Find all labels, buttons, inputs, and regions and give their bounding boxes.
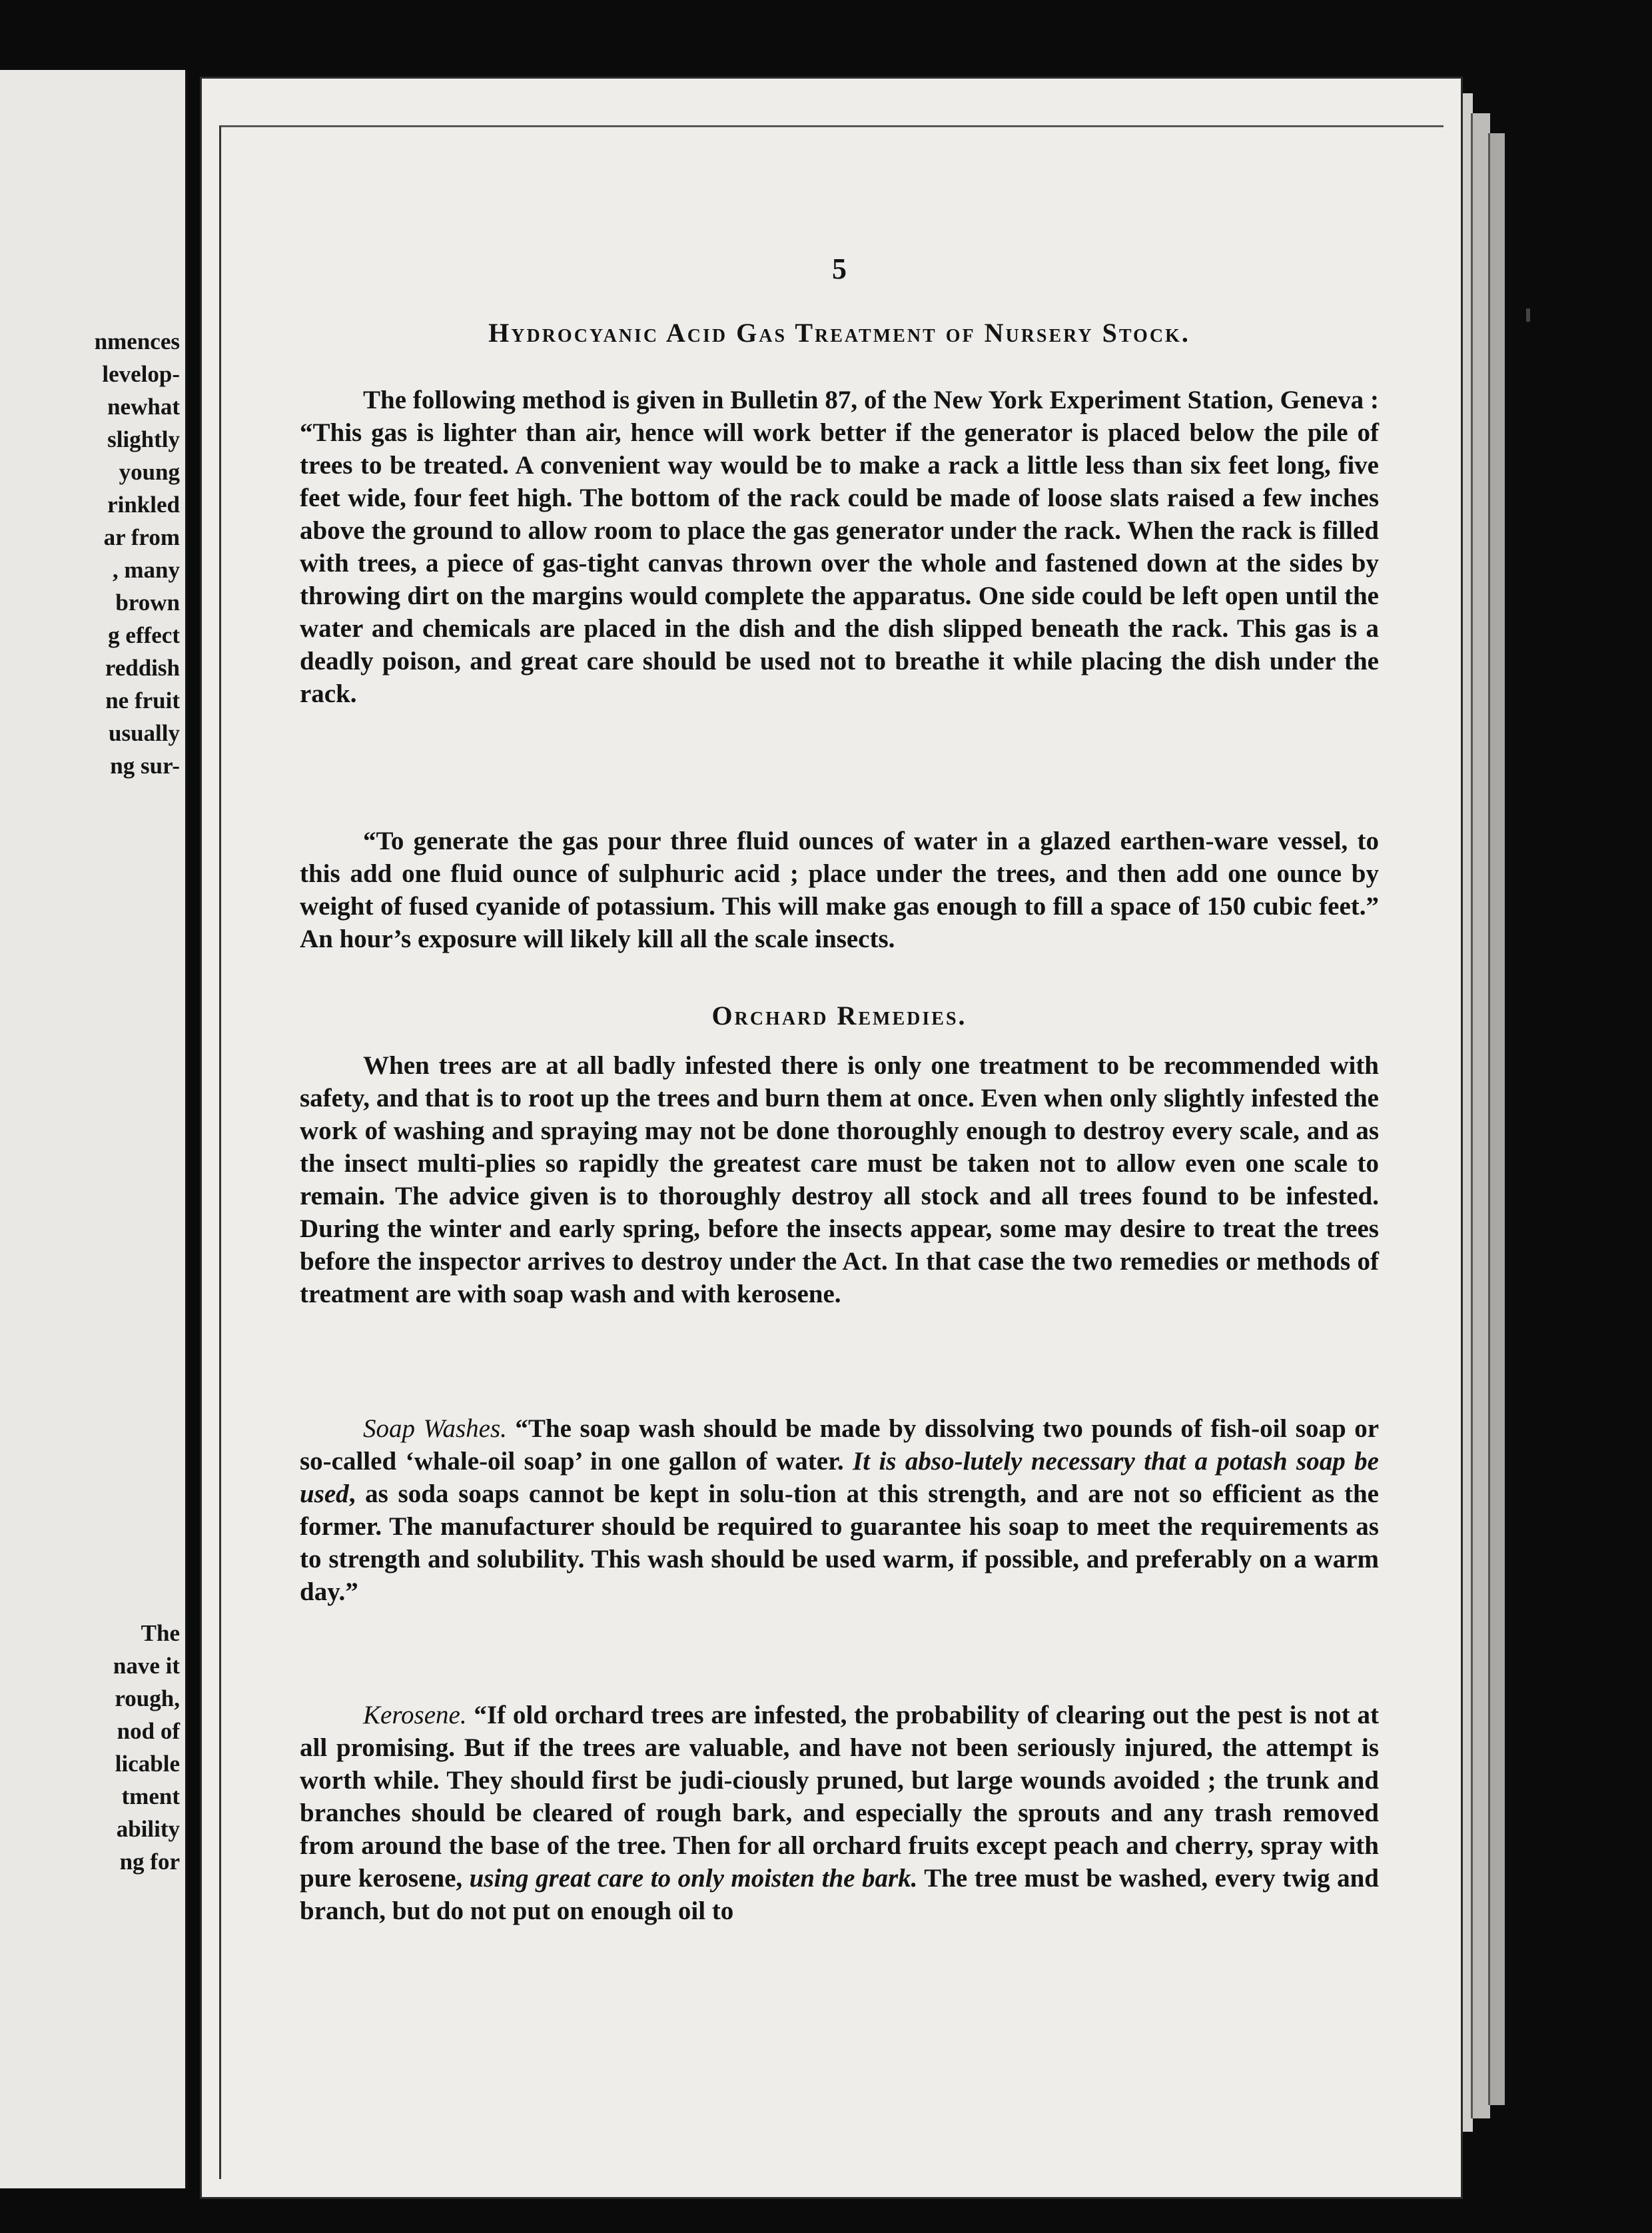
facing-page-line: brown [115,590,180,616]
facing-page-line: young [119,459,180,485]
facing-page-line: ar from [103,524,180,550]
facing-page-line: , many [112,557,180,583]
kerosene-lead: Kerosene. [363,1701,467,1729]
facing-page-line: The [141,1620,180,1646]
kerosene-emphasis: using great care to only moisten the bark. [469,1864,918,1893]
facing-page-line: slightly [107,426,180,452]
ink-mark [1526,308,1530,322]
kerosene-text-b: The tree must be washed, every twig and branch, but do not put on enough oil to [300,1864,1379,1925]
facing-page-line: ng sur- [110,753,180,779]
facing-page-text-top [0,325,180,782]
facing-page-line: rinkled [107,492,180,518]
section-heading-hydrocyanic: Hydrocyanic Acid Gas Treatment of Nursery Stock. [488,318,1190,348]
facing-page-text-bottom [0,1617,180,1878]
facing-page-line: licable [115,1751,180,1777]
facing-page-line: nmences [94,328,180,354]
facing-page-line: tment [121,1783,180,1809]
facing-page-line: nave it [113,1653,180,1679]
facing-page-line: rough, [115,1685,180,1711]
paragraph-gas-method: The following method is given in Bulletin 87, of the New York Experiment Station, Geneva : “This gas is lighter than air, hence will work better if the generator is placed below the pile of trees to be treated. A convenient way would be to make a rack a little less than six feet long, five feet wide, four feet high. The bottom of the rack could be made of loose slats raised a few inches above the ground to allow room to place the gas generator under the rack. When the rack is filled with trees, a piece of gas-tight canvas thrown over the whole and fastened down at the sides by throwing dirt on the margins would complete the apparatus. One side could be left open until the water and chemicals are placed in the dish and the dish slipped beneath the rack. This gas is a deadly poison, and great care should be used not to breathe it while placing the dish under the rack. [300,386,1379,708]
facing-page-line: reddish [105,655,180,681]
paragraph-gas-generation: “To generate the gas pour three fluid ounces of water in a glazed earthen-ware vessel, to this add one fluid ounce of sulphuric acid ; place under the trees, and then add one ounce by weight of fused cyanide of potassium. This will make gas enough to fill a space of 150 cubic feet.” An hour’s exposure will likely kill all the scale insects. [300,827,1379,953]
paragraph-soap-washes [300,1412,1379,1608]
facing-page-line: ng for [119,1849,180,1875]
facing-page-fragment [0,70,188,2188]
soap-washes-text-b: , as soda soaps cannot be kept in solu-tion at this strength, and are not so efficient as the former. The manufacturer should be required to guarantee his soap to meet the requirements as to strength and solubility. This wash should be used warm, if possible, and preferably on a warm day.” [300,1480,1379,1606]
soap-washes-text-a: “The soap wash should be made by dissolving two pounds of fish-oil soap or so-called ‘whale-oil soap’ in one gallon of water. [300,1414,1380,1476]
facing-page-line: newhat [107,394,180,420]
facing-page-line: nod of [117,1718,180,1744]
soap-washes-lead: Soap Washes. [363,1414,507,1443]
page-number: 5 [832,252,847,285]
paragraph-orchard-remedies: When trees are at all badly infested there is only one treatment to be recommended with safety, and that is to root up the trees and burn them at once. Even when only slightly infested the work of washing and spraying may not be done thoroughly enough to destroy every scale, and as the insect multi-plies so rapidly the greatest care must be taken not to allow even one scale to remain. The advice given is to thoroughly destroy all stock and all trees found to be infested. During the winter and early spring, before the insects appear, some may desire to treat the trees before the inspector arrives to destroy under the Act. In that case the two remedies or methods of treatment are with soap wash and with kerosene. [300,1051,1379,1308]
facing-page-line: levelop- [102,361,180,387]
facing-page-line: ne fruit [105,687,180,713]
kerosene-text-a: “If old orchard trees are infested, the probability of clearing out the pest is not at all promising. But if the trees are valuable, and have not been seriously injured, the attempt is worth while. They should first be judi-ciously pruned, but large wounds avoided ; the trunk and branches should be cleared of rough bark, and especially the sprouts and any trash removed from around the base of the tree. Then for all orchard fruits except peach and cherry, spray with pure kerosene, [300,1701,1379,1893]
facing-page-line: usually [109,720,180,746]
facing-page-line: ability [116,1816,180,1842]
soap-washes-emphasis: It is abso-lutely necessary that a potash soap be used [300,1447,1379,1508]
section-heading-orchard: Orchard Remedies. [711,1001,967,1031]
paragraph-kerosene [300,1699,1379,1927]
page-edge [1488,133,1505,2105]
page-edge [1471,113,1490,2118]
facing-page-line: g effect [108,622,180,648]
